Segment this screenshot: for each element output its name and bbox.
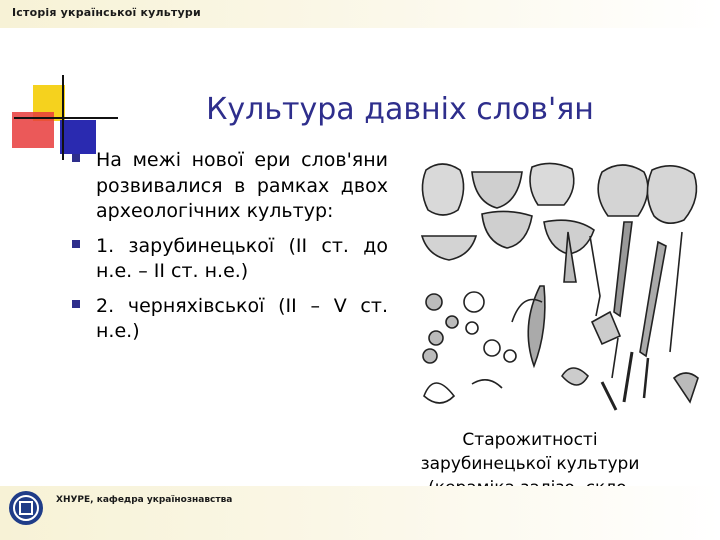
caption-line: зарубинецької культури bbox=[420, 454, 640, 474]
list-item: 1. зарубинецької (II ст. до н.е. – II ст. н.е.) bbox=[70, 234, 388, 285]
bullet-square-icon bbox=[72, 300, 80, 308]
footer-dept: ХНУРЕ, кафедра українознавства bbox=[56, 495, 233, 505]
footer-bar bbox=[0, 486, 720, 540]
list-item: 2. черняхівської (II – V ст. н.е.) bbox=[70, 294, 388, 345]
bullet-square-icon bbox=[72, 240, 80, 248]
slide-title: Культура давніх слов'ян bbox=[206, 92, 594, 127]
university-logo-icon bbox=[8, 490, 44, 526]
caption-line: Старожитності bbox=[462, 430, 598, 450]
artifacts-illustration bbox=[412, 152, 708, 418]
header-title: Історія української культури bbox=[12, 6, 201, 19]
decorative-squares bbox=[0, 0, 120, 170]
list-item: На межі нової ери слов'яни розвивалися в рамках двох археологічних культур: bbox=[70, 148, 388, 225]
bullet-square-icon bbox=[72, 154, 80, 162]
bullet-list bbox=[70, 148, 388, 354]
